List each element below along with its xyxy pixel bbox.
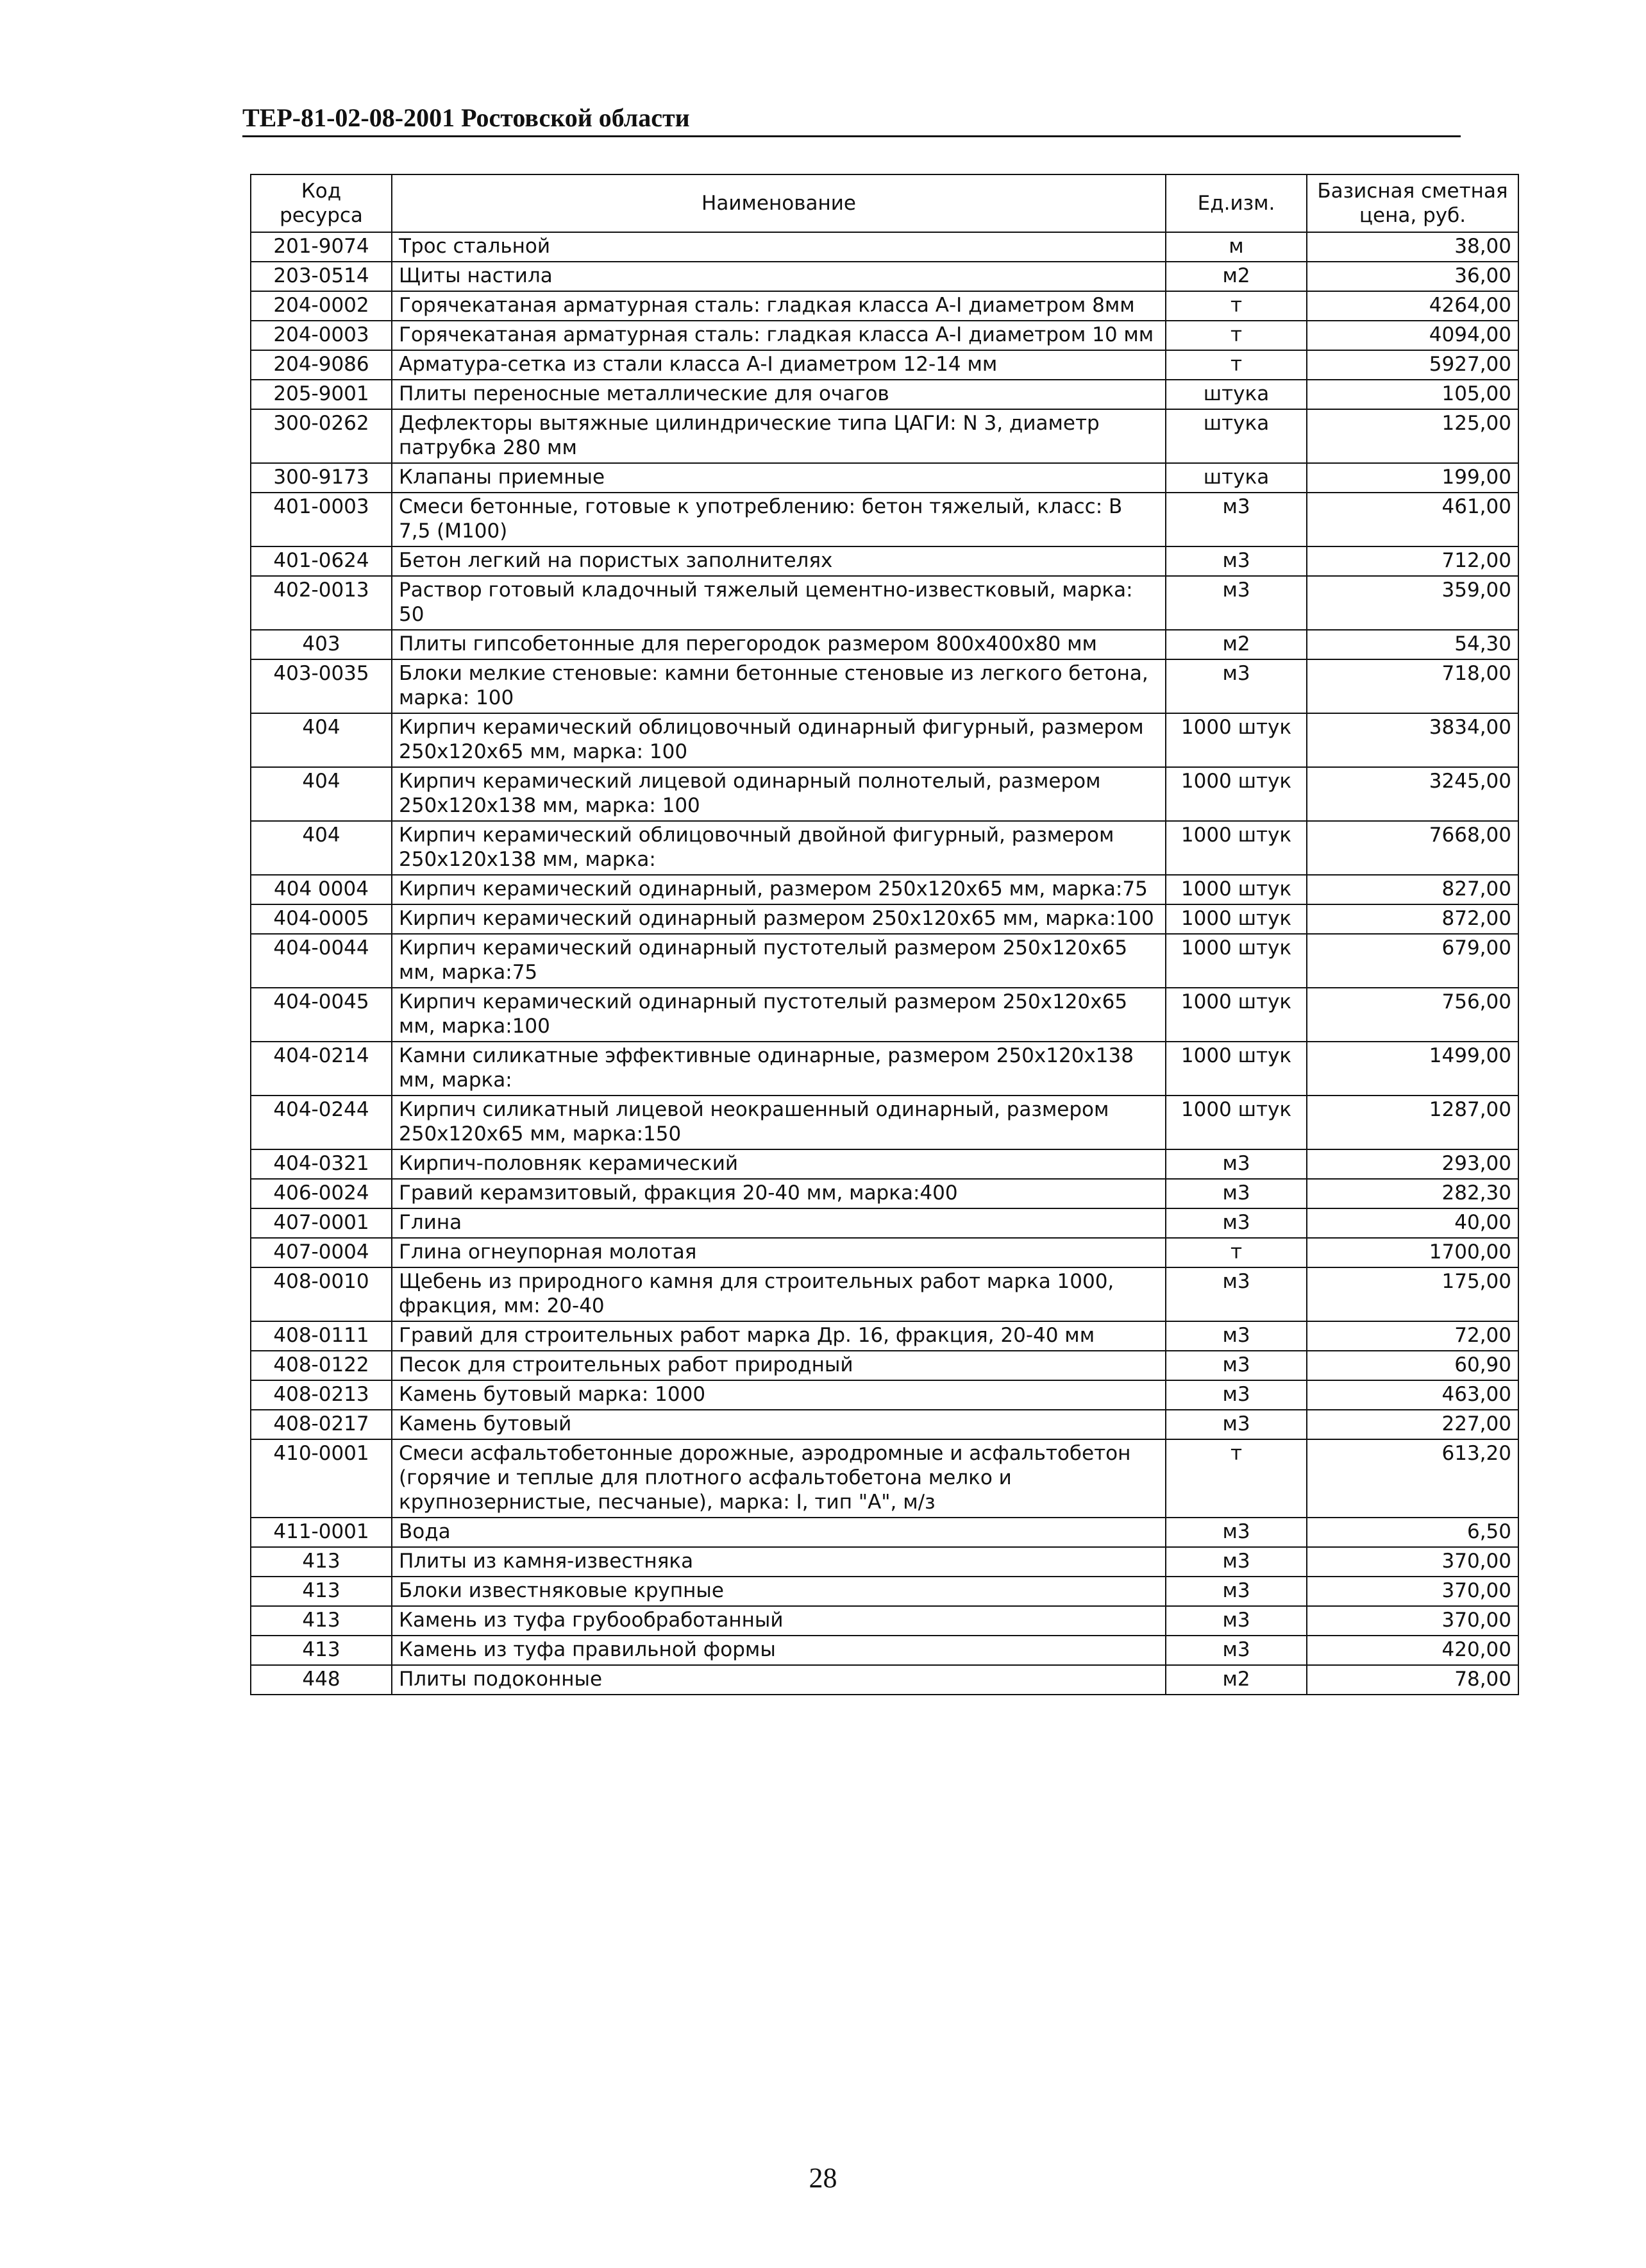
resource-code-cell: 448 [251,1665,392,1695]
resource-name-cell: Смеси асфальтобетонные дорожные, аэродромные и асфальтобетон (горячие и теплые для плотного асфальтобетона мелко и крупнозернистые, песчаные), марка: I, тип "А", м/з [392,1439,1166,1518]
price-cell: 1287,00 [1307,1096,1518,1149]
resource-name-cell: Щебень из природного камня для строительных работ марка 1000, фракция, мм: 20-40 [392,1267,1166,1321]
resource-name-cell: Смеси бетонные, готовые к употреблению: бетон тяжелый, класс: В 7,5 (М100) [392,493,1166,546]
unit-cell: т [1166,1439,1307,1518]
table-row [251,713,1518,767]
resource-name-cell: Песок для строительных работ природный [392,1351,1166,1380]
resource-code-cell: 404-0244 [251,1096,392,1149]
unit-cell: т [1166,350,1307,380]
unit-cell: м3 [1166,546,1307,576]
price-cell: 827,00 [1307,875,1518,904]
resource-name-cell: Арматура-сетка из стали класса А-I диаметром 12-14 мм [392,350,1166,380]
table-row [251,409,1518,463]
unit-cell: м3 [1166,1380,1307,1410]
resource-name-cell: Кирпич керамический одинарный размером 250х120х65 мм, марка:100 [392,904,1166,934]
table-row [251,1636,1518,1665]
resource-code-cell: 407-0004 [251,1238,392,1267]
resource-code-cell: 408-0010 [251,1267,392,1321]
resource-code-cell: 413 [251,1606,392,1636]
table-row [251,988,1518,1042]
price-cell: 54,30 [1307,630,1518,659]
unit-cell: м3 [1166,1410,1307,1439]
resource-name-cell: Гравий для строительных работ марка Др. 16, фракция, 20-40 мм [392,1321,1166,1351]
table-row [251,493,1518,546]
table-header-row [251,174,1518,232]
price-cell: 4264,00 [1307,291,1518,321]
resource-name-cell: Кирпич керамический одинарный, размером 250х120х65 мм, марка:75 [392,875,1166,904]
resource-code-cell: 403 [251,630,392,659]
unit-cell: м2 [1166,262,1307,291]
table-row [251,1208,1518,1238]
price-cell: 679,00 [1307,934,1518,988]
resource-code-cell: 408-0213 [251,1380,392,1410]
resource-code-cell: 413 [251,1547,392,1577]
price-cell: 872,00 [1307,904,1518,934]
resource-name-cell: Камень бутовый марка: 1000 [392,1380,1166,1410]
unit-cell: 1000 штук [1166,1096,1307,1149]
unit-cell: 1000 штук [1166,767,1307,821]
price-cell: 463,00 [1307,1380,1518,1410]
table-row [251,1577,1518,1606]
price-cell: 718,00 [1307,659,1518,713]
resource-price-table [250,174,1519,1695]
table-row [251,232,1518,262]
unit-cell: 1000 штук [1166,904,1307,934]
resource-name-cell: Камень из туфа грубообработанный [392,1606,1166,1636]
table-row [251,321,1518,350]
resource-code-cell: 404-0321 [251,1149,392,1179]
price-cell: 78,00 [1307,1665,1518,1695]
table-row [251,1606,1518,1636]
resource-code-cell: 404-0214 [251,1042,392,1096]
price-cell: 5927,00 [1307,350,1518,380]
table-row [251,767,1518,821]
price-cell: 4094,00 [1307,321,1518,350]
table-row [251,1439,1518,1518]
resource-name-cell: Блоки известняковые крупные [392,1577,1166,1606]
price-cell: 461,00 [1307,493,1518,546]
resource-code-cell: 203-0514 [251,262,392,291]
table-row [251,630,1518,659]
price-cell: 7668,00 [1307,821,1518,875]
table-row [251,904,1518,934]
price-cell: 420,00 [1307,1636,1518,1665]
unit-cell: т [1166,321,1307,350]
price-cell: 125,00 [1307,409,1518,463]
resource-code-cell: 204-0002 [251,291,392,321]
resource-code-cell: 401-0624 [251,546,392,576]
table-row [251,1149,1518,1179]
unit-cell: 1000 штук [1166,934,1307,988]
unit-cell: 1000 штук [1166,875,1307,904]
table-row [251,1351,1518,1380]
unit-cell: м3 [1166,659,1307,713]
table-row [251,1179,1518,1208]
resource-code-cell: 411-0001 [251,1518,392,1547]
resource-name-cell: Кирпич керамический облицовочный одинарный фигурный, размером 250х120х65 мм, марка: 100 [392,713,1166,767]
price-cell: 227,00 [1307,1410,1518,1439]
price-cell: 1700,00 [1307,1238,1518,1267]
column-header-name: Наименование [392,174,1166,232]
unit-cell: м3 [1166,1547,1307,1577]
resource-code-cell: 204-0003 [251,321,392,350]
unit-cell: м3 [1166,493,1307,546]
resource-name-cell: Горячекатаная арматурная сталь: гладкая класса А-I диаметром 10 мм [392,321,1166,350]
resource-code-cell: 204-9086 [251,350,392,380]
table-row [251,1096,1518,1149]
column-header-price: Базисная сметная цена, руб. [1307,174,1518,232]
resource-name-cell: Плиты из камня-известняка [392,1547,1166,1577]
unit-cell: м3 [1166,1208,1307,1238]
resource-code-cell: 404 [251,767,392,821]
resource-name-cell: Плиты подоконные [392,1665,1166,1695]
unit-cell: м3 [1166,1179,1307,1208]
price-cell: 370,00 [1307,1547,1518,1577]
resource-name-cell: Камень из туфа правильной формы [392,1636,1166,1665]
table-row [251,1380,1518,1410]
running-header: ТЕР-81-02-08-2001 Ростовской области [242,103,1461,137]
table-row [251,380,1518,409]
resource-code-cell: 404 [251,713,392,767]
page-number: 28 [809,2162,837,2194]
resource-code-cell: 408-0122 [251,1351,392,1380]
unit-cell: т [1166,291,1307,321]
resource-code-cell: 404-0005 [251,904,392,934]
resource-name-cell: Камень бутовый [392,1410,1166,1439]
resource-code-cell: 408-0217 [251,1410,392,1439]
price-cell: 370,00 [1307,1606,1518,1636]
table-row [251,262,1518,291]
unit-cell: м3 [1166,1518,1307,1547]
resource-code-cell: 300-0262 [251,409,392,463]
table-row [251,1238,1518,1267]
resource-code-cell: 402-0013 [251,576,392,630]
unit-cell: м [1166,232,1307,262]
unit-cell: 1000 штук [1166,713,1307,767]
resource-name-cell: Гравий керамзитовый, фракция 20-40 мм, марка:400 [392,1179,1166,1208]
unit-cell: м2 [1166,630,1307,659]
unit-cell: м3 [1166,1606,1307,1636]
resource-code-cell: 407-0001 [251,1208,392,1238]
table-row [251,1042,1518,1096]
resource-name-cell: Дефлекторы вытяжные цилиндрические типа ЦАГИ: N 3, диаметр патрубка 280 мм [392,409,1166,463]
resource-code-cell: 410-0001 [251,1439,392,1518]
table-row [251,546,1518,576]
unit-cell: м3 [1166,576,1307,630]
resource-name-cell: Плиты гипсобетонные для перегородок размером 800х400х80 мм [392,630,1166,659]
resource-name-cell: Кирпич керамический облицовочный двойной фигурный, размером 250х120х138 мм, марка: [392,821,1166,875]
unit-cell: 1000 штук [1166,821,1307,875]
table-row [251,463,1518,493]
resource-code-cell: 205-9001 [251,380,392,409]
resource-code-cell: 413 [251,1577,392,1606]
table-row [251,934,1518,988]
unit-cell: 1000 штук [1166,1042,1307,1096]
price-cell: 60,90 [1307,1351,1518,1380]
resource-name-cell: Глина огнеупорная молотая [392,1238,1166,1267]
price-cell: 613,20 [1307,1439,1518,1518]
resource-name-cell: Раствор готовый кладочный тяжелый цементно-известковый, марка: 50 [392,576,1166,630]
resource-name-cell: Глина [392,1208,1166,1238]
resource-code-cell: 404 0004 [251,875,392,904]
resource-name-cell: Плиты переносные металлические для очагов [392,380,1166,409]
resource-code-cell: 406-0024 [251,1179,392,1208]
resource-name-cell: Кирпич керамический одинарный пустотелый размером 250х120х65 мм, марка:75 [392,934,1166,988]
table-row [251,659,1518,713]
resource-code-cell: 401-0003 [251,493,392,546]
table-row [251,350,1518,380]
unit-cell: штука [1166,409,1307,463]
price-cell: 3245,00 [1307,767,1518,821]
price-cell: 105,00 [1307,380,1518,409]
price-cell: 3834,00 [1307,713,1518,767]
resource-code-cell: 404 [251,821,392,875]
table-row [251,1665,1518,1695]
resource-code-cell: 413 [251,1636,392,1665]
resource-name-cell: Камни силикатные эффективные одинарные, размером 250х120х138 мм, марка: [392,1042,1166,1096]
table-row [251,1547,1518,1577]
unit-cell: т [1166,1238,1307,1267]
resource-code-cell: 300-9173 [251,463,392,493]
resource-name-cell: Блоки мелкие стеновые: камни бетонные стеновые из легкого бетона, марка: 100 [392,659,1166,713]
resource-name-cell: Бетон легкий на пористых заполнителях [392,546,1166,576]
resource-name-cell: Щиты настила [392,262,1166,291]
table-row [251,1410,1518,1439]
price-cell: 72,00 [1307,1321,1518,1351]
resource-name-cell: Кирпич силикатный лицевой неокрашенный одинарный, размером 250х120х65 мм, марка:150 [392,1096,1166,1149]
table-row [251,291,1518,321]
table-row [251,875,1518,904]
resource-name-cell: Горячекатаная арматурная сталь: гладкая класса А-I диаметром 8мм [392,291,1166,321]
price-cell: 40,00 [1307,1208,1518,1238]
price-cell: 712,00 [1307,546,1518,576]
resource-name-cell: Вода [392,1518,1166,1547]
price-cell: 199,00 [1307,463,1518,493]
price-cell: 1499,00 [1307,1042,1518,1096]
price-cell: 359,00 [1307,576,1518,630]
column-header-unit: Ед.изм. [1166,174,1307,232]
price-cell: 175,00 [1307,1267,1518,1321]
resource-name-cell: Кирпич керамический лицевой одинарный полнотелый, размером 250х120х138 мм, марка: 100 [392,767,1166,821]
resource-name-cell: Трос стальной [392,232,1166,262]
table-row [251,1267,1518,1321]
unit-cell: м2 [1166,1665,1307,1695]
price-cell: 6,50 [1307,1518,1518,1547]
table-row [251,821,1518,875]
unit-cell: штука [1166,380,1307,409]
price-cell: 282,30 [1307,1179,1518,1208]
unit-cell: м3 [1166,1351,1307,1380]
unit-cell: м3 [1166,1149,1307,1179]
unit-cell: м3 [1166,1321,1307,1351]
resource-name-cell: Кирпич керамический одинарный пустотелый размером 250х120х65 мм, марка:100 [392,988,1166,1042]
table-row [251,1518,1518,1547]
table-row [251,1321,1518,1351]
resource-code-cell: 201-9074 [251,232,392,262]
resource-name-cell: Кирпич-половняк керамический [392,1149,1166,1179]
resource-name-cell: Клапаны приемные [392,463,1166,493]
unit-cell: м3 [1166,1636,1307,1665]
resource-code-cell: 404-0044 [251,934,392,988]
column-header-code: Код ресурса [251,174,392,232]
price-cell: 370,00 [1307,1577,1518,1606]
unit-cell: 1000 штук [1166,988,1307,1042]
price-cell: 293,00 [1307,1149,1518,1179]
price-cell: 36,00 [1307,262,1518,291]
resource-code-cell: 403-0035 [251,659,392,713]
table-row [251,576,1518,630]
unit-cell: м3 [1166,1577,1307,1606]
price-cell: 38,00 [1307,232,1518,262]
resource-code-cell: 404-0045 [251,988,392,1042]
table-body [251,232,1518,1695]
price-cell: 756,00 [1307,988,1518,1042]
resource-code-cell: 408-0111 [251,1321,392,1351]
unit-cell: штука [1166,463,1307,493]
unit-cell: м3 [1166,1267,1307,1321]
